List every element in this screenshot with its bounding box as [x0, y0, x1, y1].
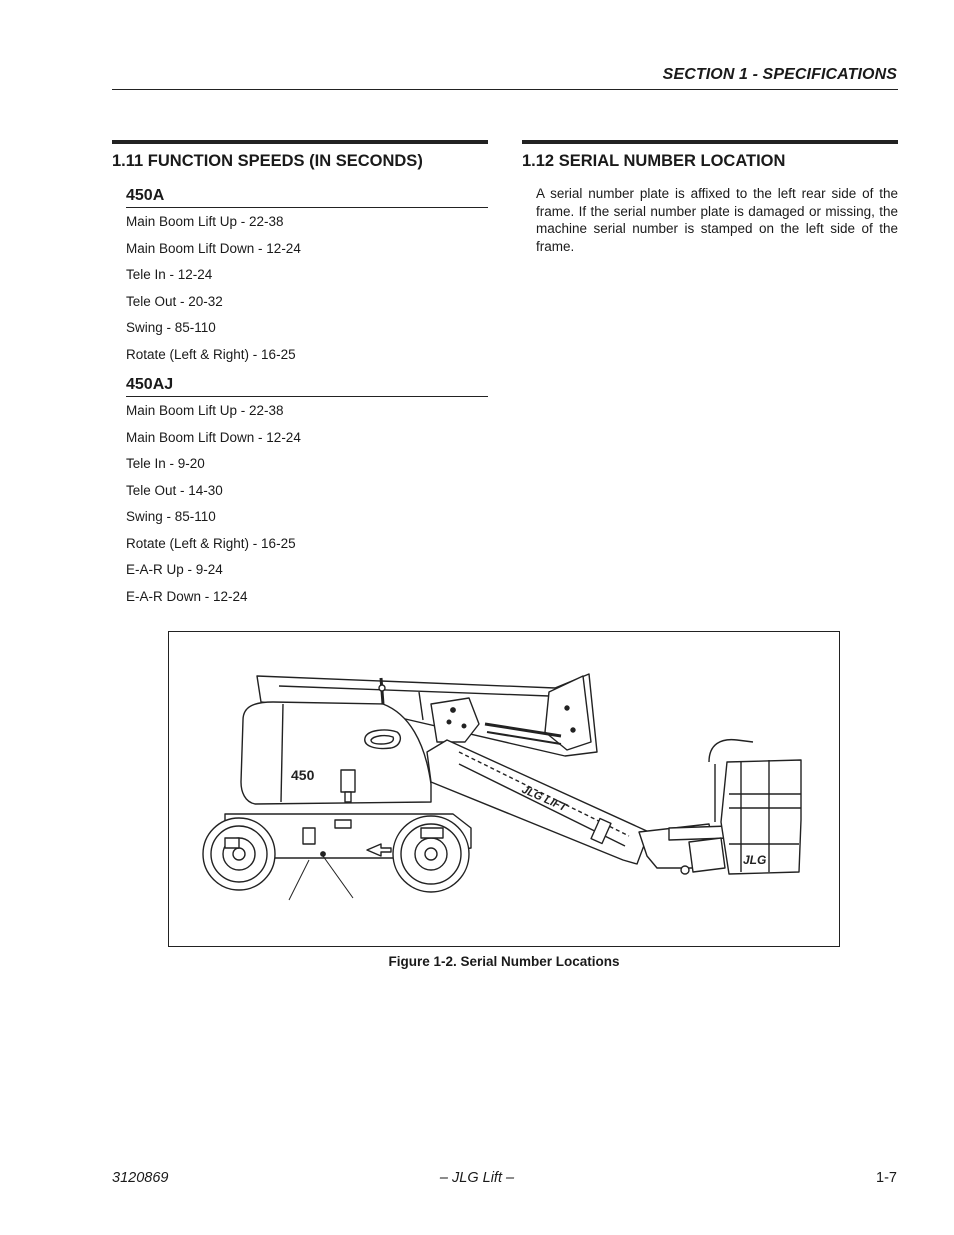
figure-caption: Figure 1-2. Serial Number Locations	[388, 954, 620, 969]
section-rule	[112, 140, 488, 144]
section-title: 1.11 FUNCTION SPEEDS (IN SECONDS)	[112, 152, 423, 170]
speed-item: Swing - 85-110	[126, 320, 216, 335]
boom-brand-label: JLG LIFT	[519, 783, 569, 815]
speed-item: Tele Out - 20-32	[126, 293, 223, 309]
speed-item: Main Boom Lift Up - 22-38	[126, 403, 284, 418]
model-rule	[126, 207, 488, 208]
footer-center: – JLG Lift –	[439, 1170, 515, 1186]
figure-frame	[168, 631, 840, 947]
speed-item: Main Boom Lift Up - 22-38	[126, 214, 284, 229]
speed-item: Tele In - 12-24	[126, 267, 213, 282]
serial-paragraph: A serial number plate is affixed to the left rear side of the frame. If the serial number plate is damaged or missing, the machine serial number is stamped on the left side of the frame.	[536, 186, 898, 254]
machine-model-label: 450	[291, 767, 315, 783]
speed-item: Tele In - 9-20	[126, 456, 205, 471]
model-title: 450A	[126, 187, 165, 204]
speed-item: Rotate (Left & Right) - 16-25	[126, 346, 296, 362]
speed-item: Main Boom Lift Down - 12-24	[126, 429, 301, 445]
group-450aj	[112, 374, 488, 610]
serial-number-section	[522, 140, 898, 255]
function-speeds-section	[112, 140, 488, 610]
footer-doc-number: 3120869	[112, 1170, 169, 1186]
section-title: 1.12 SERIAL NUMBER LOCATION	[522, 152, 786, 170]
header-rule	[112, 89, 898, 90]
speed-item: E-A-R Up - 9-24	[126, 562, 223, 577]
rear-wheel	[203, 818, 275, 890]
model-rule	[126, 396, 488, 397]
speed-item: Rotate (Left & Right) - 16-25	[126, 535, 296, 551]
speed-item: E-A-R Down - 12-24	[126, 588, 248, 604]
model-title: 450AJ	[126, 376, 174, 393]
group-450a	[112, 185, 488, 368]
platform-logo: JLG	[743, 853, 767, 867]
section-rule	[522, 140, 898, 144]
boom-lift-illustration	[169, 632, 838, 945]
speed-item: Main Boom Lift Down - 12-24	[126, 240, 301, 256]
speed-item: Swing - 85-110	[126, 509, 216, 524]
footer-page-number: 1-7	[876, 1170, 897, 1186]
section-header: SECTION 1 - SPECIFICATIONS	[662, 66, 897, 83]
speed-item: Tele Out - 14-30	[126, 482, 223, 498]
front-wheel	[393, 816, 469, 892]
